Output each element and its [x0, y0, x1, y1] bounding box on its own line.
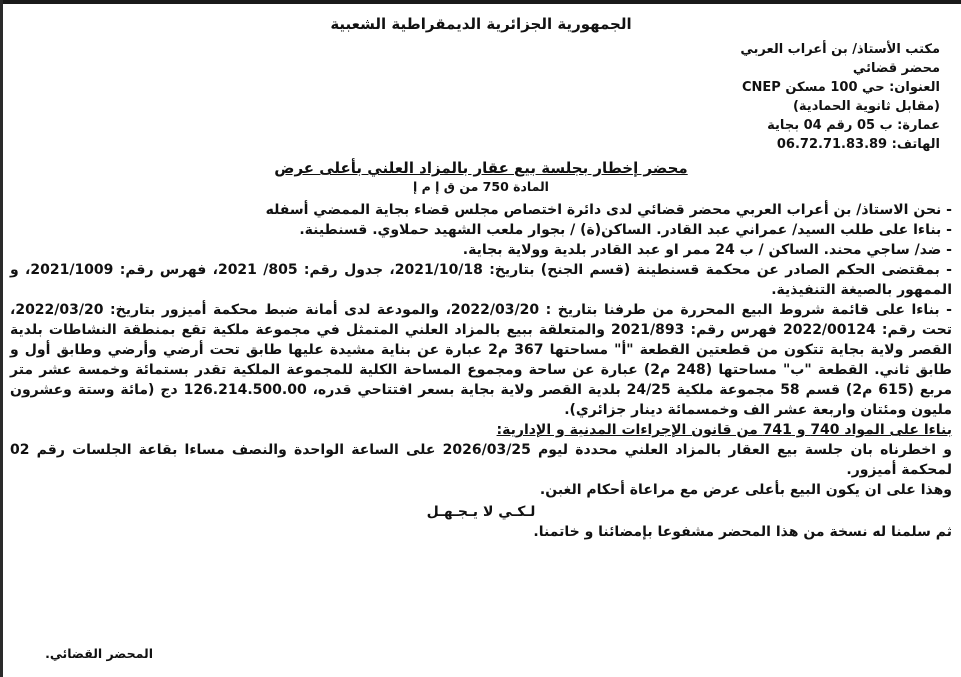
office-name: مكتب الأستاذ/ بن أعراب العربي	[740, 42, 940, 57]
paragraph-bailiff: - نحن الاستاذ/ بن أعراب العربي محضر قضائي لدى دائرة اختصاص مجلس قضاء بجاية الممضي أسفله	[265, 202, 952, 218]
office-address: العنوان: حي 100 مسكن CNEP	[741, 80, 940, 95]
document-subtitle: المادة 750 من ق إ م إ	[413, 179, 549, 194]
document-body	[10, 200, 952, 542]
office-role: محضر قضائي	[852, 61, 940, 76]
republic-heading: الجمهورية الجزائرية الديمقراطية الشعبية	[330, 15, 632, 33]
paragraph-notice: لـكـي لا يـجـهـل	[426, 504, 536, 520]
document-page	[10, 6, 952, 542]
document-title-text: محضر إخطار بجلسة بيع عقار بالمزاد العلني بأعلى عرض	[274, 159, 688, 177]
paragraph-notification: و اخطرناه بان جلسة بيع العقار بالمزاد العلني محددة ليوم 2026/03/25 على الساعة الواحدة والنصف مساءا بقاعة الجلسات رقم 02 لمحكمة أميزور.	[10, 442, 952, 478]
paragraph-sale-conditions: - بناءا على قائمة شروط البيع المحررة من طرفنا بتاريخ : 2022/03/20، والمودعة لدى أمانة ضبط محكمة أميزور بتاريخ: 2022/03/20، تحت رقم: 2022/00124 فهرس رقم: 2021/893 والمتعلقة ببيع بالمزاد العلني المتمثل في مجموعة ملكية تقع بمنطقة النشاطات بلدية القصر ولاية بجاية تتكون من قطعتين القطعة "أ" مساحتها 367 م2 عبارة عن بناية مشيدة عليها طابق تحت أرضي وأرضي وطابق أول و طابق ثاني. القطعة "ب" مساحتها (248 م2) عبارة عن ساحة ومجموع المساحة الكلية للمجموعة الملكية تقدر بستمائة وخمسة عشر متر مربع (615 م2) قسم 58 مجموعة ملكية 24/25 بلدية القصر ولاية بجاية بسعر افتتاحي قدره، 126.214.500.00 دج (مائة وستة وعشرون مليون ومئتان واربعة عشر الف وخمسمائة دينار جزائري).	[10, 302, 953, 418]
document-title	[10, 158, 952, 178]
paragraph-requester: - بناءا على طلب السيد/ عمراني عبد القادر. الساكن(ة) / بجوار ملعب الشهيد حملاوي. قسنطينة.	[299, 222, 952, 238]
scan-edge-left	[0, 0, 3, 677]
paragraph-judgment: - بمقتضى الحكم الصادر عن محكمة قسنطينة (قسم الجنح) بتاريخ: 2021/10/18، جدول رقم: 805/ 2021، فهرس رقم: 2021/1009، و الممهور بالصيغة التنفيذية.	[10, 262, 952, 298]
scan-edge-top	[0, 0, 961, 4]
bailiff-signature: المحضر القضائي.	[45, 646, 153, 661]
paragraph-highest-bid: وهذا على ان يكون البيع بأعلى عرض مع مراعاة أحكام الغبن.	[539, 482, 952, 498]
office-phone: الهاتف: 06.72.71.83.89	[776, 137, 940, 152]
office-building: عمارة: ب 05 رقم 04 بجاية	[767, 118, 940, 133]
office-header	[10, 40, 952, 154]
paragraph-copy-delivered: ثم سلمنا له نسخة من هذا المحضر مشفوعا بإمضائنا و خاتمنا.	[533, 524, 952, 540]
paragraph-against: - ضد/ ساجي محند. الساكن / ب 24 ممر او عبد القادر بلدية وولاية بجاية.	[462, 242, 952, 258]
office-landmark: (مقابل ثانوية الحمادية)	[792, 99, 940, 114]
paragraph-legal-basis: بناءا على المواد 740 و 741 من قانون الإجراءات المدنية و الإدارية:	[496, 422, 952, 438]
